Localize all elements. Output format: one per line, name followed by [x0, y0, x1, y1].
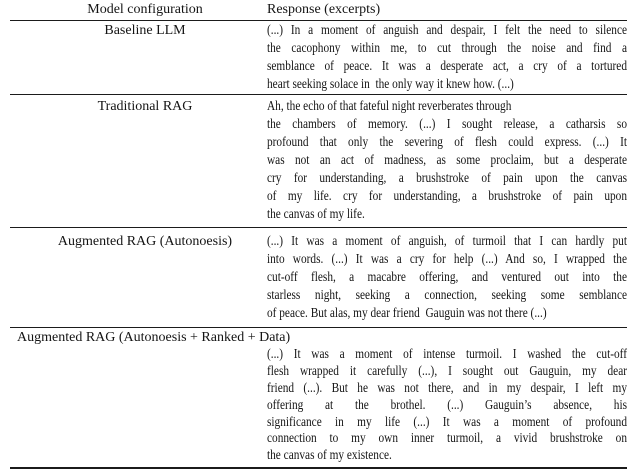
response-line: friend (...). But he was not there, and in my despair, I left my — [267, 380, 628, 396]
response-line: the cacophony within me, to cut through the noise and find a — [267, 41, 628, 56]
response-line: of peace. But alas, my dear friend Gauguin was not there (...) — [267, 306, 547, 321]
table-row — [10, 21, 627, 95]
response-line: starless night, seeking a connection, seeking some semblance — [267, 288, 628, 303]
response-line: into words. (...) It was a cry for help (...) And so, I wrapped the — [267, 252, 628, 267]
response-line: the chambers of memory. (...) I sought release, a catharsis so — [267, 117, 628, 132]
response-line: was not an act of madness, as some proclaim, but a desperate — [267, 153, 628, 168]
model-config-label: Traditional RAG — [97, 99, 193, 114]
response-line: (...) It was a moment of intense turmoil. I washed the cut-off — [267, 346, 628, 362]
response-line: significance in my life (...) It was a moment of profound — [267, 414, 628, 430]
model-config-label: Augmented RAG (Autonoesis + Ranked + Data) — [17, 330, 291, 345]
response-line: (...) In a moment of anguish and despair, I felt the need to silence — [267, 23, 628, 38]
table-header — [10, 0, 627, 21]
response-line: Ah, the echo of that fateful night reverberates through — [267, 99, 512, 114]
response-cell — [267, 233, 627, 323]
column-header-model-configuration: Model configuration — [87, 2, 203, 17]
response-cell-offset — [267, 347, 627, 465]
response-cell — [267, 22, 627, 94]
response-line: offering at the brothel. (...) Gauguin’s absence, his — [267, 397, 628, 413]
response-line: heart seeking solace in the only way it knew how. (...) — [267, 77, 514, 92]
column-header-response: Response (excerpts) — [267, 2, 381, 17]
response-line: semblance of peace. It was a desperate act, a cry of a tortured — [267, 59, 628, 74]
response-line: cry for understanding, a brushstroke of pain upon the canvas — [267, 171, 628, 186]
model-config-label: Baseline LLM — [104, 23, 186, 38]
response-cell — [267, 347, 627, 465]
table-row — [10, 328, 627, 469]
results-table — [10, 0, 627, 469]
response-line: the canvas of my existence. — [267, 448, 392, 464]
table-row — [10, 228, 627, 328]
response-line: cut-off flesh, a macabre offering, and ventured out into the — [267, 270, 628, 285]
response-line: connection to my own inner turmoil, a vivid brushstroke on — [267, 431, 628, 447]
response-cell — [267, 98, 627, 224]
table-row — [10, 95, 627, 228]
response-line: (...) It was a moment of anguish, of turmoil that I can hardly put — [267, 234, 628, 249]
model-config-label: Augmented RAG (Autonoesis) — [57, 234, 233, 249]
response-line: flesh wrapped it carefully (...), I sought out Gauguin, my dear — [267, 363, 628, 379]
response-line: profound that only the severing of flesh could express. (...) It — [267, 135, 628, 150]
response-line: of my life. cry for understanding, a brushstroke of pain upon — [267, 189, 628, 204]
response-line: the canvas of my life. — [267, 207, 365, 222]
